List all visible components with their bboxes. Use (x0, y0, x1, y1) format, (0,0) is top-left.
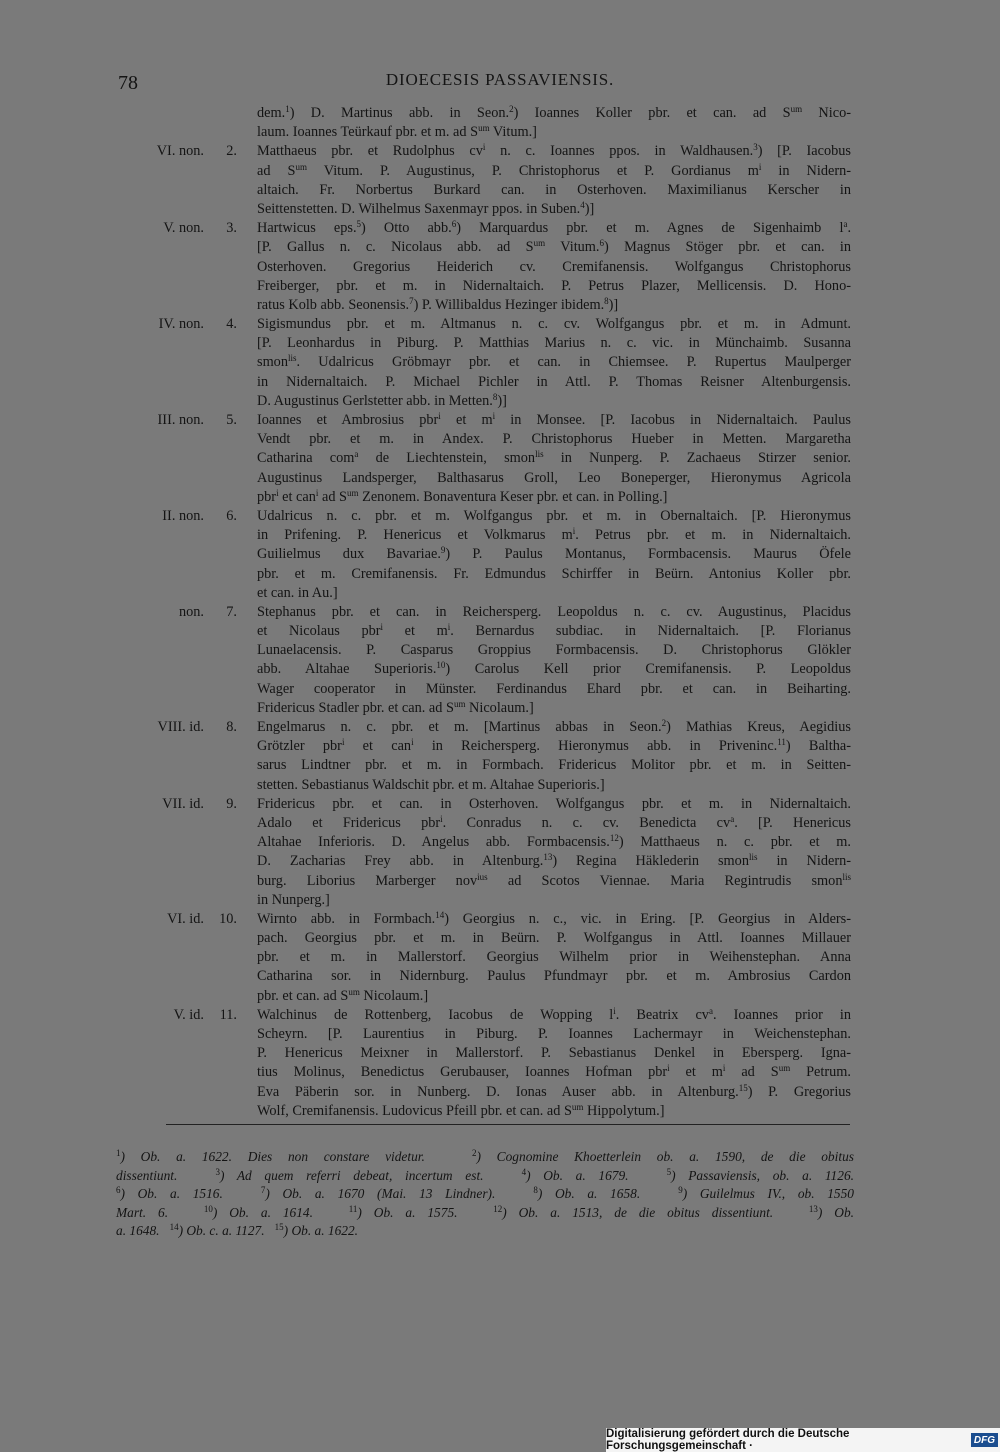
entry-text-line: Ioannes et Ambrosius pbr$^i$ et $m^i$ in Monsee. [P. Iacobus in Nidernaltaich. Paulus (257, 411, 851, 428)
dfg-logo: DFG (971, 1433, 998, 1447)
entry-date-label: II. non. (162, 507, 204, 524)
entry-date-label: non. (178, 603, 204, 620)
entry-text (257, 104, 851, 142)
entry-text (257, 718, 851, 795)
entry-text-line: Altahae Inferioris. D. Angelus abb. Formbacensis.$^{12}$) Matthaeus n. c. pbr. et m. (257, 833, 851, 851)
entry-text-line: Catharina com$^a$ de Liechtenstein, smon$^{lis}$ in Nunperg. P. Zachaeus Stirzer senior. (257, 449, 851, 467)
entry-text-line: pbr. et m. in Mallerstorf. Georgius Wilhelm prior in Weihenstephan. Anna (257, 949, 851, 966)
entry-text (257, 315, 851, 411)
entry-text-line: in Nidernaltaich. P. Michael Pichler in Attl. P. Thomas Reisner Altenburgensis. (257, 373, 851, 390)
entry-text-line: pach. Georgius pbr. et m. in Beürn. P. Wolfgangus in Attl. Ioannes Millauer (257, 930, 851, 947)
entry-text-line: Lunaelacensis. P. Casparus Groppius Formbacensis. D. Christophorus Glökler (257, 642, 851, 659)
entry-text-line: Augustinus Landsperger, Balthasarus Groll, Leo Boneperger, Hieronymus Agricola (257, 469, 851, 486)
entry-text-line: stetten. Sebastianus Waldschit pbr. et m. Altahae Superioris.] (257, 776, 605, 793)
calendar-entry (0, 795, 1000, 910)
entry-text-line: abb. Altahae Superioris.$^{10}$) Carolus Kell prior Cremifanensis. P. Leopoldus (257, 660, 851, 678)
entry-text-line: pbr. et can. ad $S^{um}$ Nicolaum.] (257, 986, 429, 1004)
entry-text-line: Engelmarus n. c. pbr. et m. [Martinus abbas in Seon.$^2$) Mathias Kreus, Aegidius (257, 718, 851, 735)
entry-text-line: sarus Lindtner pbr. et m. in Formbach. Fridericus Molitor pbr. et m. in Seitten- (257, 757, 851, 774)
entry-date-label: VI. id. (167, 910, 204, 927)
calendar-entry (0, 219, 1000, 315)
running-title: DIOECESIS PASSAVIENSIS. (385, 70, 615, 89)
entry-text-line: smon$^{lis}$. Udalricus Gröbmayr pbr. et can. in Chiemsee. P. Rupertus Maulperger (257, 353, 851, 371)
funding-text: Digitalisierung gefördert durch die Deutsche Forschungsgemeinschaft · (606, 1428, 850, 1452)
calendar-entry (0, 1006, 1000, 1121)
footnotes (116, 1148, 854, 1241)
entry-text-line: ad $S^{um}$ Vitum. P. Augustinus, P. Christophorus et P. Gordianus $m^i$ in Nidern- (257, 161, 851, 179)
entry-text (257, 507, 851, 603)
entry-text-line: laum. Ioannes Teürkauf pbr. et m. ad $S^{um}$ Vitum.] (257, 123, 537, 141)
entry-text-line: Sigismundus pbr. et m. Altmanus n. c. cv. Wolfgangus pbr. et m. in Admunt. (257, 316, 851, 333)
entry-text-line: tius Molinus, Benedictus Gerubauser, Ioannes Hofman pbr$^i$ et $m^i$ ad $S^{um}$ Petrum. (257, 1063, 851, 1081)
calendar-entry (0, 142, 1000, 219)
entry-text-line: Osterhoven. Gregorius Heiderich cv. Cremifanensis. Wolfgangus Christophorus (257, 258, 851, 275)
entry-text-line: Freiberger, pbr. et m. in Nidernaltaich. P. Petrus Plazer, Mellicensis. D. Hono- (257, 277, 851, 294)
entry-day-number: 9. (226, 795, 237, 812)
entry-day-number: 11. (219, 1006, 237, 1023)
page-number: 78 (118, 72, 138, 94)
entry-day-number: 10. (219, 910, 237, 927)
entry-date-label: IV. non. (158, 316, 204, 333)
entry-date-label: VIII. id. (157, 719, 204, 735)
entry-text-line: Adalo et Fridericus pbr$^i$. Conradus n. c. cv. Benedicta $cv^a$. [P. Henericus (257, 813, 851, 831)
footnote-line: Mart. 6. $^{10}$) Ob. a. 1614. $^{11}$) Ob. a. 1575. $^{12}$) Ob. a. 1513, de die obitus dissentiunt. $^{13}$) Ob. (116, 1203, 854, 1220)
entry-day-number: 6. (226, 507, 237, 524)
entry-text-line: et Nicolaus pbr$^i$ et $m^i$. Bernardus subdiac. in Nidernaltaich. [P. Florianus (257, 622, 851, 640)
entry-text-line: [P. Gallus n. c. Nicolaus abb. ad $S^{um}$ Vitum.$^6$) Magnus Stöger pbr. et can. in (257, 238, 851, 256)
entry-text-line: [P. Leonhardus in Piburg. P. Matthias Marius n. c. vic. in Münchaimb. Susanna (257, 335, 851, 352)
entry-text-line: D. Augustinus Gerlstetter abb. in Metten.$^8$)] (257, 391, 507, 409)
entry-text-line: in Prifening. P. Henericus et Volkmarus $m^i$. Petrus pbr. et m. in Nidernaltaich. (257, 526, 851, 544)
entry-text-line: D. Zacharias Frey abb. in Altenburg.$^{13}$) Regina Häklederin smon$^{lis}$ in Nidern- (257, 852, 851, 870)
calendar-entry (0, 910, 1000, 1006)
entry-text-line: burg. Liborius Marberger nov$^{ius}$ ad Scotos Viennae. Maria Regintrudis smon$^{lis}$ (257, 871, 851, 889)
entry-text (257, 219, 851, 315)
footnote-line: $^6$) Ob. a. 1516. $^7$) Ob. a. 1670 (Mai. 13 Lindner). $^8$) Ob. a. 1658. $^9$) Guilelmus IV., ob. 1550 (116, 1185, 855, 1202)
entry-text-line: Wirnto abb. in Formbach.$^{14}$) Georgius n. c., vic. in Ering. [P. Georgius in Alders- (257, 909, 851, 927)
entry-text-line: Eva Päberin sor. in Nunberg. D. Ionas Auser abb. in Altenburg.$^{15}$) P. Gregorius (257, 1082, 851, 1100)
entry-text-line: Fridericus Stadler pbr. et can. ad $S^{um}$ Nicolaum.] (257, 698, 534, 716)
footnote-line: $^1$) Ob. a. 1622. Dies non constare videtur. $^2$) Cognomine Khoetterlein ob. a. 1590, de die obitus (116, 1148, 854, 1164)
entry-text-line: Seittenstetten. D. Wilhelmus Saxenmayr ppos. in Suben.$^4$)] (257, 199, 595, 217)
entry-day-number: 3. (226, 220, 237, 237)
entry-day-number: 2. (226, 143, 237, 160)
entry-text-line: Walchinus de Rottenberg, Iacobus de Wopping $l^i$. Beatrix $cv^a$. Ioannes prior in (257, 1005, 851, 1023)
entry-text-line: pbr. et m. Cremifanensis. Fr. Edmundus Schirffer in Beürn. Antonius Koller pbr. (257, 565, 851, 582)
funding-footer (606, 1428, 1000, 1452)
entry-text-line: altaich. Fr. Norbertus Burkard can. in Osterhoven. Maximilianus Kerscher in (257, 181, 851, 198)
entry-text-line: P. Henericus Meixner in Mallerstorf. P. Sebastianus Denkel in Ebersperg. Igna- (257, 1045, 851, 1062)
entry-day-number: 5. (226, 412, 237, 428)
entry-text-line: Wager cooperator in Münster. Ferdinandus Ehard pbr. et can. in Beiharting. (257, 680, 851, 697)
entry-text-line: Guilielmus dux Bavariae.$^9$) P. Paulus Montanus, Formbacensis. Maurus Öfele (257, 545, 851, 563)
entry-text-line: Matthaeus pbr. et Rudolphus $cv^i$ n. c. Ioannes ppos. in Waldhausen.$^3$) [P. Iacobus (257, 142, 851, 160)
entry-day-number: 8. (226, 719, 237, 735)
entry-date-label: V. id. (173, 1006, 204, 1023)
entry-text (257, 603, 851, 718)
calendar-entries (0, 104, 1000, 1121)
entry-text-line: Fridericus pbr. et can. in Osterhoven. Wolfgangus pbr. et m. in Nidernaltaich. (257, 795, 851, 812)
entry-text-line: Hartwicus eps.$^5$) Otto abb.$^6$) Marquardus pbr. et m. Agnes de Sigenhaimb $l^a$. (257, 219, 851, 237)
calendar-entry (0, 104, 1000, 142)
entry-text-line: in Nunperg.] (257, 891, 330, 908)
calendar-entry (0, 603, 1000, 718)
calendar-entry (0, 411, 1000, 507)
footnote-rule (166, 1124, 850, 1125)
entry-date-label: VII. id. (162, 795, 204, 812)
calendar-entry (0, 315, 1000, 411)
entry-text (257, 142, 851, 219)
entry-text (257, 411, 851, 507)
entry-text-line: ratus Kolb abb. Seonensis.$^7$) P. Willibaldus Hezinger ibidem.$^8$)] (257, 295, 619, 313)
entry-day-number: 4. (226, 316, 237, 333)
entry-date-label: III. non. (157, 412, 204, 428)
entry-text-line: Scheyrn. [P. Laurentius in Piburg. P. Ioannes Lachermayr in Weichenstephan. (257, 1026, 851, 1042)
entry-text-line: pbr$^i$ et can$^i$ ad $S^{um}$ Zenonem. Bonaventura Keser pbr. et can. in Polling.] (257, 487, 668, 505)
entry-text-line: Catharina sor. in Nidernburg. Paulus Pfundmayr pbr. et m. Ambrosius Cardon (257, 968, 851, 985)
entry-text-line: Grötzler pbr$^i$ et can$^i$ in Reichersperg. Hieronymus abb. in Priveninc.$^{11}$) Baltha- (257, 737, 851, 755)
entry-text-line: Vendt pbr. et m. in Andex. P. Christophorus Hueber in Metten. Margaretha (257, 431, 851, 448)
calendar-entry (0, 507, 1000, 603)
calendar-entry (0, 718, 1000, 795)
entry-text-line: Wolf, Cremifanensis. Ludovicus Pfeill pbr. et can. ad $S^{um}$ Hippolytum.] (257, 1101, 665, 1119)
footnote-line: a. 1648. $^{14}$) Ob. c. a. 1127. $^{15}$) Ob. a. 1622. (116, 1222, 359, 1239)
entry-date-label: V. non. (163, 220, 204, 237)
footnote-line: dissentiunt. $^3$) Ad quem referri debeat, incertum est. $^4$) Ob. a. 1679. $^5$) Passaviensis, ob. a. 1126. (116, 1166, 854, 1183)
entry-text (257, 795, 851, 910)
entry-text-line: Stephanus pbr. et can. in Reichersperg. Leopoldus n. c. cv. Augustinus, Placidus (257, 603, 851, 620)
entry-text-line: et can. in Au.] (257, 584, 338, 601)
entry-date-label: VI. non. (156, 143, 204, 160)
entry-text (257, 1006, 851, 1121)
entry-text-line: dem.$^1$) D. Martinus abb. in Seon.$^2$) Ioannes Koller pbr. et can. ad $S^{um}$ Nico- (257, 104, 851, 121)
entry-day-number: 7. (226, 603, 237, 620)
entry-text-line: Udalricus n. c. pbr. et m. Wolfgangus pbr. et m. in Obernaltaich. [P. Hieronymus (257, 507, 851, 524)
entry-text (257, 910, 851, 1006)
